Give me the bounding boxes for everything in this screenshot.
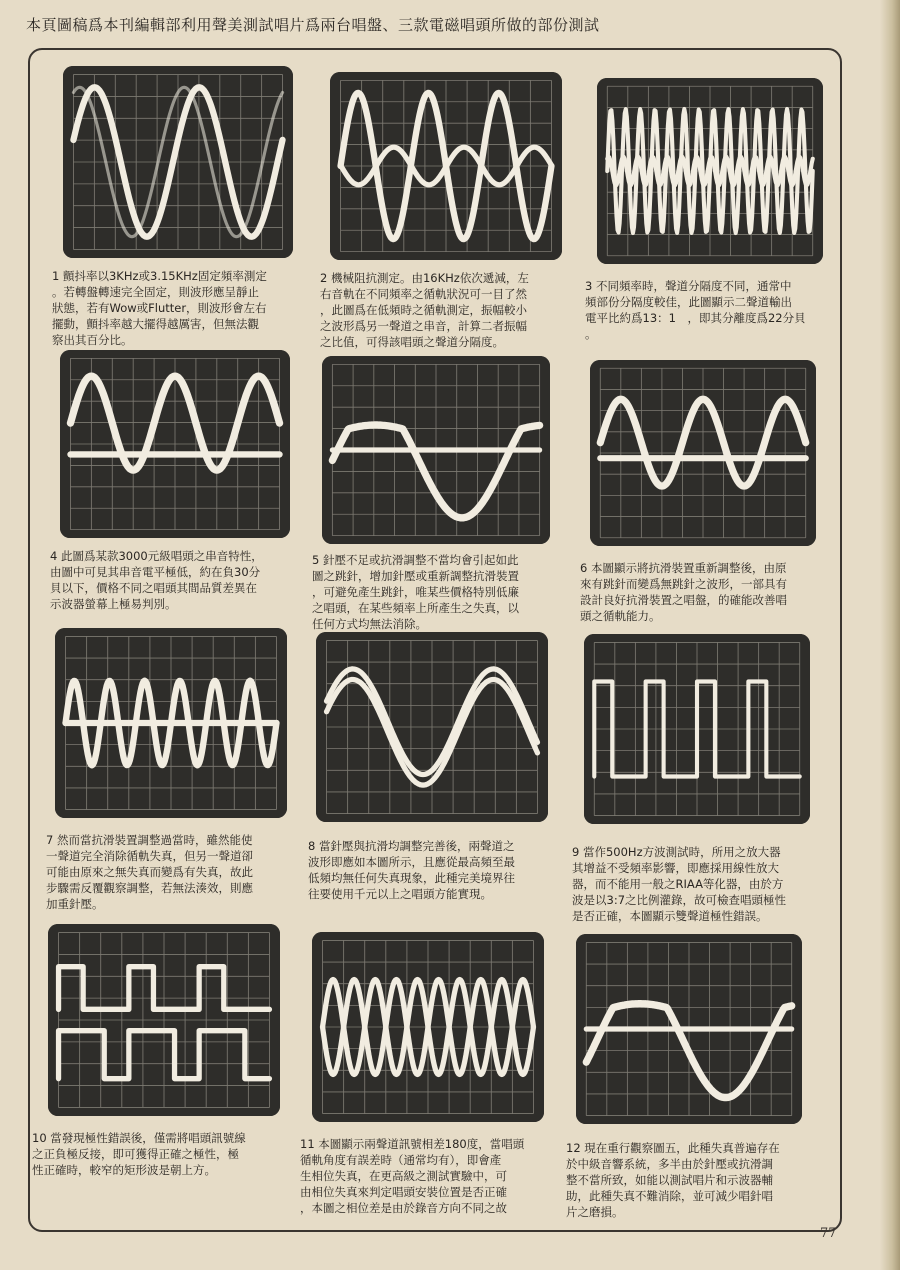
caption-2: 2 機械阻抗測定。由16KHz依次遞減，左 右音軌在不同頻率之循軌狀況可一目了然 ，此圖爲在低頻時之循軌測定，振幅較小 之波形爲另一聲道之串音，計算二者振幅 之比值，可得該唱頭之聲道分隔度。	[320, 271, 529, 349]
book-spine-shadow	[880, 0, 900, 1270]
oscilloscope-image-11	[312, 932, 544, 1122]
oscilloscope-image-10	[48, 924, 280, 1116]
oscilloscope-trace-7	[55, 628, 287, 818]
oscilloscope-image-6	[590, 360, 816, 546]
oscilloscope-image-7	[55, 628, 287, 818]
caption-10: 10 當發現極性錯誤後，僅需將唱頭訊號線 之正負極反接，即可獲得正確之極性，極 性正確時，較窄的矩形波是朝上方。	[32, 1131, 246, 1177]
oscilloscope-trace-4	[60, 350, 290, 538]
page-number: 77	[820, 1226, 837, 1241]
caption-6: 6 本圖顯示將抗滑裝置重新調整後，由原 來有跳針而變爲無跳針之波形，一部具有 設計良好抗滑裝置之唱盤，的確能改善唱 頭之循軌能力。	[580, 561, 787, 623]
oscilloscope-trace-8	[316, 632, 548, 822]
oscilloscope-image-4	[60, 350, 290, 538]
oscilloscope-image-2	[330, 72, 562, 260]
oscilloscope-trace-10	[48, 924, 280, 1116]
caption-5: 5 針壓不足或抗滑調整不當均會引起如此 圖之跳針，增加針壓或重新調整抗滑裝置 ，可避免產生跳針，唯某些價格特別低廉 之唱頭，在某些頻率上所產生之失真，以 任何方式均無法消除。	[312, 553, 519, 631]
oscilloscope-image-5	[322, 356, 550, 544]
oscilloscope-trace-2	[330, 72, 562, 260]
oscilloscope-trace-3	[597, 78, 823, 264]
oscilloscope-trace-1	[63, 66, 293, 258]
oscilloscope-trace-9	[584, 634, 810, 824]
caption-9: 9 當作500Hz方波測試時，所用之放大器 其增益不受頻率影響，即應採用線性放大 器，而不能用一般之RIAA等化器，由於方 波是以3:7之比例灌錄，故可檢查唱頭極性 是否正確，本圖顯示雙聲道極性錯誤。	[572, 845, 787, 923]
oscilloscope-image-9	[584, 634, 810, 824]
oscilloscope-trace-6	[590, 360, 816, 546]
caption-8: 8 當針壓與抗滑均調整完善後，兩聲道之 波形即應如本圖所示，且應從最高頻至最 低頻均無任何失真現象，此種完美境界往 往要使用千元以上之唱頭方能實現。	[308, 839, 515, 901]
oscilloscope-trace-5	[322, 356, 550, 544]
oscilloscope-image-8	[316, 632, 548, 822]
caption-11: 11 本圖顯示兩聲道訊號相差180度，當唱頭 循軌角度有誤差時（通常均有），即會產 生相位失真，在更高級之測試實驗中，可 由相位失真來判定唱頭安裝位置是否正確 ，本圖之相位差是由於錄音方向不同之故	[300, 1137, 525, 1215]
page-header: 本頁圖稿爲本刊編輯部利用聲美測試唱片爲兩台唱盤、三款電磁唱頭所做的部份測試	[26, 16, 600, 34]
caption-1: 1 顫抖率以3KHz或3.15KHz固定頻率測定 。若轉盤轉速完全固定，則波形應呈靜止 狀態，若有Wow或Flutter，則波形會左右 擺動，顫抖率越大擺得越厲害，但無法觀 察出其百分比。	[52, 269, 267, 347]
oscilloscope-image-3	[597, 78, 823, 264]
caption-12: 12 現在重行觀察圖五，此種失真普遍存在 於中級音響系統，多半由於針壓或抗滑調 整不當所致，如能以測試唱片和示波器輔 助，此種失真不難消除，並可減少唱針唱 片之磨損。	[566, 1141, 780, 1219]
oscilloscope-trace-12	[576, 934, 802, 1124]
oscilloscope-image-1	[63, 66, 293, 258]
caption-7: 7 然而當抗滑裝置調整過當時，雖然能使 一聲道完全消除循軌失真，但另一聲道卻 可能由原來之無失真而變爲有失真，故此 步驟需反覆觀察調整，若無法湊效，則應 加重針壓。	[46, 833, 253, 911]
caption-4: 4 此圖爲某款3000元級唱頭之串音特性， 由圖中可見其串音電平極低，約在負30分 貝以下，價格不同之唱頭其間品質差異在 示波器螢幕上極易判別。	[50, 549, 263, 611]
oscilloscope-image-12	[576, 934, 802, 1124]
caption-3: 3 不同頻率時，聲道分隔度不同，通常中 頻部份分隔度較佳，此圖顯示二聲道輸出 電平比約爲13：1 ，即其分離度爲22分貝 。	[585, 279, 806, 341]
oscilloscope-trace-11	[312, 932, 544, 1122]
